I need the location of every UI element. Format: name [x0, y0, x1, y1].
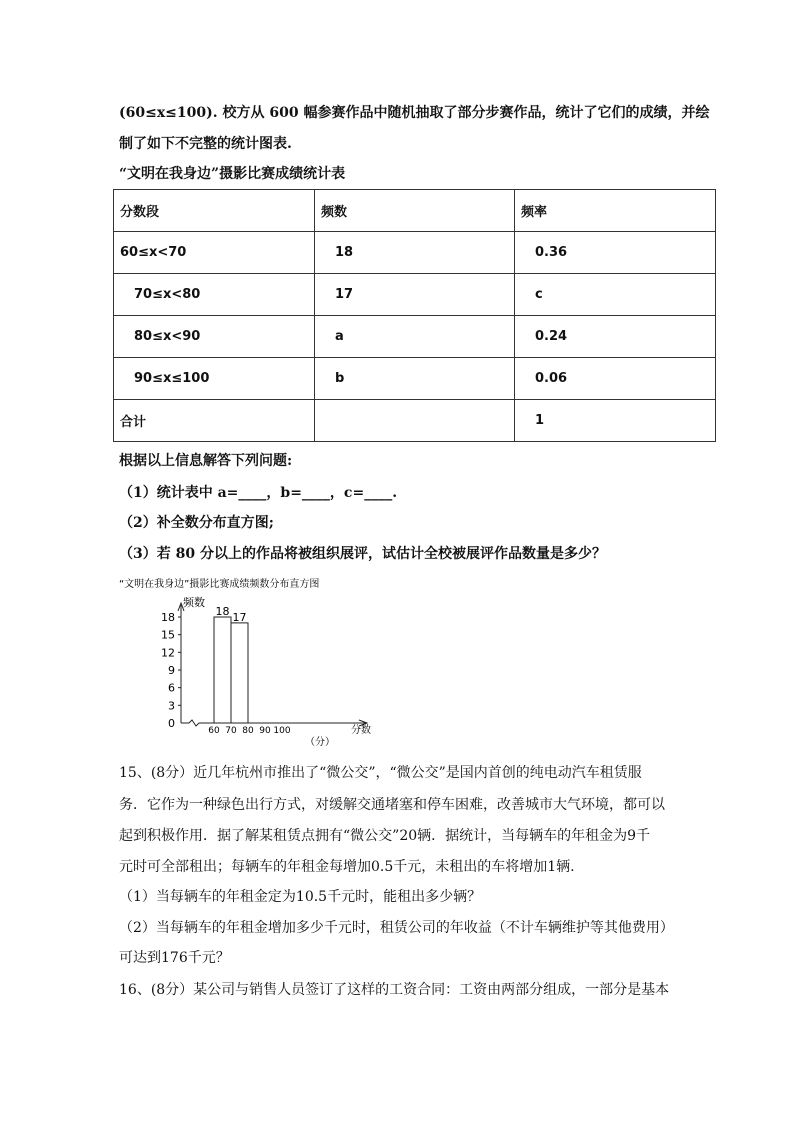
x-tick-label: 100	[273, 726, 291, 736]
table-row	[114, 274, 716, 316]
y-tick-label: 15	[161, 628, 175, 642]
x-tick-label: 80	[242, 726, 254, 736]
table-row	[114, 358, 716, 400]
p15-question-2b: 可达到176千元？	[119, 950, 230, 966]
p15-line-4: 元时可全部租出；每辆车的年租金每增加0.5千元，未租出的车将增加1辆.	[119, 859, 575, 875]
header-cell: 频率	[515, 190, 716, 232]
header-cell: 分数段	[114, 190, 315, 232]
table-cell: 0.36	[515, 232, 716, 274]
question-3: （3）若 80 分以上的作品将被组织展评，试估计全校被展评作品数量是多少？	[119, 546, 606, 562]
table-cell: 0.24	[515, 316, 716, 358]
x-tick-label: 60	[208, 726, 220, 736]
histogram-bar	[231, 623, 248, 723]
intro-line-2: 制了如下不完整的统计图表.	[119, 136, 292, 152]
table-row	[114, 400, 716, 442]
x-axis-label: 分数	[351, 725, 371, 736]
table-cell	[315, 400, 515, 442]
question-lead: 根据以上信息解答下列问题:	[119, 453, 293, 469]
table-row	[114, 232, 716, 274]
table-header-row	[114, 190, 716, 232]
x-axis-unit: （分）	[305, 737, 335, 748]
y-tick-label: 0	[168, 717, 175, 730]
header-cell: 频数	[315, 190, 515, 232]
table-cell: 0.06	[515, 358, 716, 400]
p15-line-2: 务．它作为一种绿色出行方式，对缓解交通堵塞和停车困难，改善城市大气环境，都可以	[119, 797, 665, 813]
p15-question-1: （1）当每辆车的年租金定为10.5千元时，能租出多少辆？	[119, 889, 482, 905]
p16-line-1: 16、(8分）某公司与销售人员签订了这样的工资合同：工资由两部分组成，一部分是基本	[119, 982, 670, 998]
table-row	[114, 316, 716, 358]
p15-line-3: 起到积极作用．据了解某租赁点拥有“微公交”20辆．据统计，当每辆车的年租金为9千	[119, 828, 651, 844]
table-cell: b	[315, 358, 515, 400]
intro-line-1: (60≤x≤100). 校方从 600 幅参赛作品中随机抽取了部分步赛作品，统计了它们的成绩，并绘	[119, 105, 710, 121]
x-tick-label: 70	[225, 726, 237, 736]
y-tick-label: 6	[168, 681, 175, 695]
table-title: “文明在我身边”摄影比赛成绩统计表	[119, 166, 346, 182]
bar-value-label: 17	[232, 610, 247, 624]
table-cell: 80≤x<90	[114, 316, 315, 358]
histogram-bar	[214, 617, 231, 723]
table-cell: 90≤x≤100	[114, 358, 315, 400]
x-tick-label: 90	[259, 726, 271, 736]
y-tick-label: 18	[161, 611, 175, 624]
question-1: （1）统计表中 a=____，b=____，c=____.	[119, 485, 398, 501]
p15-line-1: 15、(8分）近几年杭州市推出了“微公交”，“微公交”是国内首创的纯电动汽车租赁服	[119, 765, 642, 781]
score-table	[113, 189, 716, 442]
table-cell: 合计	[114, 400, 315, 442]
table-cell: a	[315, 316, 515, 358]
y-tick-label: 9	[168, 664, 175, 677]
bar-value-label: 18	[215, 605, 230, 618]
table-cell: 17	[315, 274, 515, 316]
chart-title: “文明在我身边”摄影比赛成绩频数分布直方图	[119, 579, 320, 590]
y-tick-label: 3	[168, 699, 175, 713]
table-cell: 18	[315, 232, 515, 274]
table-cell: 1	[515, 400, 716, 442]
histogram-chart	[119, 575, 379, 755]
table-cell: 70≤x<80	[114, 274, 315, 316]
y-axis-label: 频数	[183, 596, 205, 609]
table-cell: c	[515, 274, 716, 316]
table-cell: 60≤x<70	[114, 232, 315, 274]
p15-question-2a: （2）当每辆车的年租金增加多少千元时，租赁公司的年收益（不计车辆维护等其他费用）	[119, 920, 674, 936]
y-tick-label: 12	[161, 646, 175, 660]
question-2: （2）补全数分布直方图;	[119, 515, 274, 531]
